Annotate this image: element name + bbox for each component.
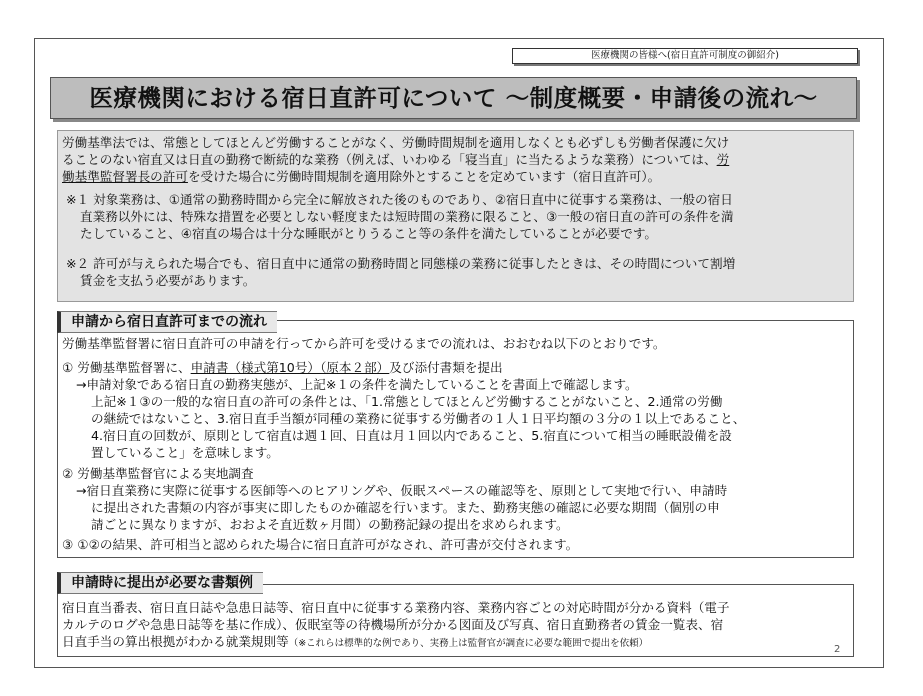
note-1-line-1: ※１ 対象業務は、①通常の勤務時間から完全に解放された後のものであり、②宿日直中に従事する業務は、一般の宿日 [66,192,733,207]
header-tagline: 医療機関の皆様へ(宿日直許可制度の御紹介) [512,48,858,64]
flow-step-3: ③ ①②の結果、許可相当と認められた場合に宿日直許可がなされ、許可書が交付されます。 [62,537,579,552]
flow-step-2-line-2: →宿日直業務に実際に従事する医師等へのヒアリングや、仮眠スペースの確認等を、原則として実地で行い、申請時 [76,483,728,498]
note-2-line-1: ※２ 許可が与えられた場合でも、宿日直中に通常の勤務時間と同態様の業務に従事したときは、その時間について割増 [66,256,736,271]
intro-line-1: 労働基準法では、常態としてほとんど労働することがなく、労働時間規制を適用しなくとも必ずしも労働者保護に欠け [62,135,730,150]
flow-step-1: ① 労働基準監督署に、申請書（様式第10号）（原本２部）及び添付書類を提出 [62,360,503,375]
docs-line-3: 日直手当の算出根拠がわかる就業規則等（※これらは標準的な例であり、実務上は監督官が調査に必要な範囲で提出を依頼） [62,634,649,649]
flow-step-1-line-3: 上記※１③の一般的な宿日直の許可の条件とは、「1.常態としてほとんど労働することがないこと、2.通常の労働 [91,394,723,409]
docs-line-2: カルテのログや急患日誌等を基に作成）、仮眠室等の待機場所が分かる図面及び写真、宿日直勤務者の賃金一覧表、宿 [62,617,724,632]
note-2-line-2: 賃金を支払う必要があります。 [80,273,256,288]
flow-step-1-line-4: の継続ではないこと、3.宿日直手当額が同種の業務に従事する労働者の１人１日平均額の３分の１以上であること、 [91,411,746,426]
page-number: 2 [834,644,841,655]
flow-intro: 労働基準監督署に宿日直許可の申請を行ってから許可を受けるまでの流れは、おおむね以下のとおりです。 [62,336,666,351]
flow-step-2-line-4: 請ごとに異なりますが、おおよそ直近数ヶ月間）の勤務記録の提出を求められます。 [91,517,569,532]
flow-section-heading: 申請から宿日直許可までの流れ [57,311,277,333]
intro-line-2: ることのない宿直又は日直の勤務で断続的な業務（例えば、いわゆる「寝当直」に当たるような業務）については、労 [62,152,730,167]
docs-line-1: 宿日直当番表、宿日直日誌や急患日誌等、宿日直中に従事する業務内容、業務内容ごとの対応時間が分かる資料（電子 [62,600,730,615]
page-title: 医療機関における宿日直許可について ～制度概要・申請後の流れ～ [89,84,818,112]
flow-step-2-line-3: に提出された書類の内容が事実に即したものか確認を行います。また、勤務実態の確認に必要な期間（個別の申 [91,500,720,515]
flow-step-1-line-5: 4.宿日直の回数が、原則として宿直は週１回、日直は月１回以内であること、5.宿直について相当の睡眠設備を設 [91,428,732,443]
intro-line-3: 働基準監督署長の許可を受けた場合に労働時間規制を適用除外とすることを定めています（宿日直許可）。 [62,169,661,184]
docs-section-heading: 申請時に提出が必要な書類例 [57,572,263,594]
flow-step-1-line-2: →申請対象である宿日直の勤務実態が、上記※１の条件を満たしていることを書面上で確認します。 [76,377,638,392]
note-1-line-2: 直業務以外には、特殊な措置を必要としない軽度または短時間の業務に限ること、③一般の宿日直の許可の条件を満 [80,209,734,224]
note-1-line-3: たしていること、④宿直の場合は十分な睡眠がとりうること等の条件を満たしていることが必要です。 [80,226,658,241]
flow-step-2: ② 労働基準監督官による実地調査 [62,466,254,481]
page-title-banner [50,77,857,119]
flow-step-1-line-6: 置していること」を意味します。 [91,445,279,460]
